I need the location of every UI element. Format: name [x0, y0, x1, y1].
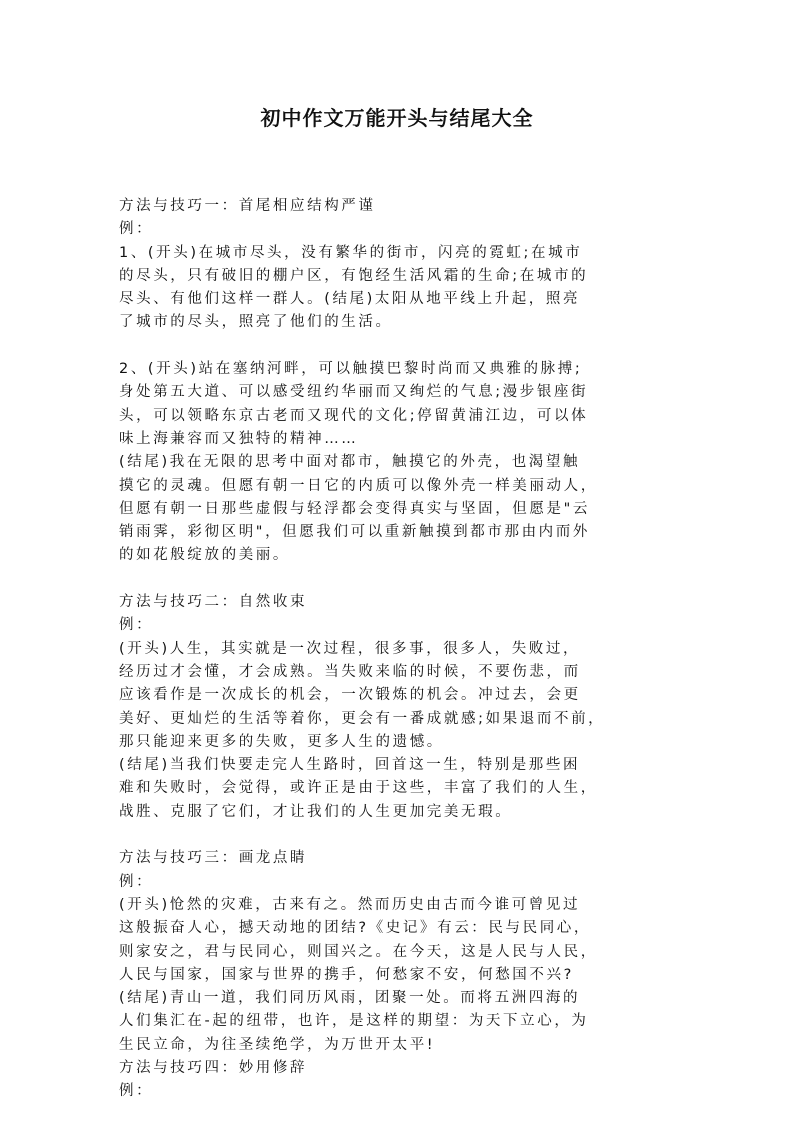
text-line: 的尽头，只有破旧的棚户区，有饱经生活风霜的生命;在城市的: [119, 267, 589, 284]
text-line: 了城市的尽头，照亮了他们的生活。: [119, 314, 393, 331]
text-line: 人民与国家，国家与世界的携手，何愁家不安，何愁国不兴?: [119, 966, 574, 983]
text-line: 头，可以领略东京古老而又现代的文化;停留黄浦江边，可以体: [119, 407, 589, 424]
text-line: 身处第五大道、可以感受纽约华丽而又绚烂的气息;漫步银座街: [119, 384, 589, 401]
text-line: 方法与技巧三：画龙点睛: [119, 850, 308, 867]
text-line: 那只能迎来更多的失败，更多人生的遗憾。: [119, 733, 444, 750]
text-line: 应该看作是一次成长的机会，一次锻炼的机会。冲过去，会更: [119, 687, 581, 704]
text-line: 方法与技巧一：首尾相应结构严谨: [119, 198, 376, 214]
text-line: 例：: [119, 873, 154, 890]
paragraph-gap: [119, 568, 699, 591]
text-line: 2、(开头)站在塞纳河畔，可以触摸巴黎时尚而又典雅的脉搏;: [119, 361, 583, 378]
text-line: 例：: [119, 617, 154, 634]
text-line: 难和失败时，会觉得，或许正是由于这些，丰富了我们的人生，: [119, 780, 598, 797]
text-line: 例：: [119, 221, 154, 238]
text-line: (结尾)当我们快要走完人生路时，回首这一生，特别是那些困: [119, 757, 581, 774]
text-line: 方法与技巧四：妙用修辞: [119, 1059, 308, 1076]
paragraph-gap: [119, 824, 699, 847]
document-title: 初中作文万能开头与结尾大全: [260, 106, 534, 130]
text-line: 这般振奋人心，撼天动地的团结?《史记》有云：民与民同心，: [119, 920, 591, 937]
text-line: 尽头、有他们这样一群人。(结尾)太阳从地平线上升起，照亮: [119, 291, 581, 308]
text-line: 1、(开头)在城市尽头，没有繁华的街市，闪亮的霓虹;在城市: [119, 244, 583, 261]
text-line: 人们集汇在-起的纽带，也许，是这样的期望：为天下立心，为: [119, 1013, 589, 1030]
text-line: (结尾)我在无限的思考中面对都市，触摸它的外壳，也渴望触: [119, 454, 581, 471]
text-line: (开头)人生，其实就是一次过程，很多事，很多人，失败过，: [119, 640, 581, 657]
text-line: 经历过才会懂，才会成熟。当失败来临的时候，不要伤悲，而: [119, 663, 581, 680]
text-line: 方法与技巧二：自然收束: [119, 594, 308, 611]
text-line: (开头)怆然的灾难，古来有之。然而历史由古而今谁可曾见过: [119, 896, 581, 913]
text-line: 美好、更灿烂的生活等着你，更会有一番成就感;如果退而不前，: [119, 710, 606, 727]
document-body: [119, 195, 699, 1104]
text-line: 的如花般绽放的美丽。: [119, 547, 290, 564]
text-line: 战胜、克服了它们，才让我们的人生更加完美无瑕。: [119, 803, 513, 820]
text-line: (结尾)青山一道，我们同历风雨，团聚一处。而将五洲四海的: [119, 990, 581, 1007]
text-line: 生民立命，为往圣续绝学，为万世开太平!: [119, 1036, 436, 1053]
text-line: 则家安之，君与民同心，则国兴之。在今天，这是人民与人民，: [119, 943, 598, 960]
text-line: 但愿有朝一日那些虚假与轻浮都会变得真实与坚固，但愿是"云: [119, 500, 590, 517]
text-line: 例：: [119, 1083, 154, 1100]
paragraph-gap: [119, 335, 699, 358]
text-line: 味上海兼容而又独特的精神……: [119, 430, 359, 447]
text-line: 销雨霁，彩彻区明"，但愿我们可以重新触摸到都市那由内而外: [119, 524, 590, 541]
text-line: 摸它的灵魂。但愿有朝一日它的内质可以像外壳一样美丽动人，: [119, 477, 598, 494]
